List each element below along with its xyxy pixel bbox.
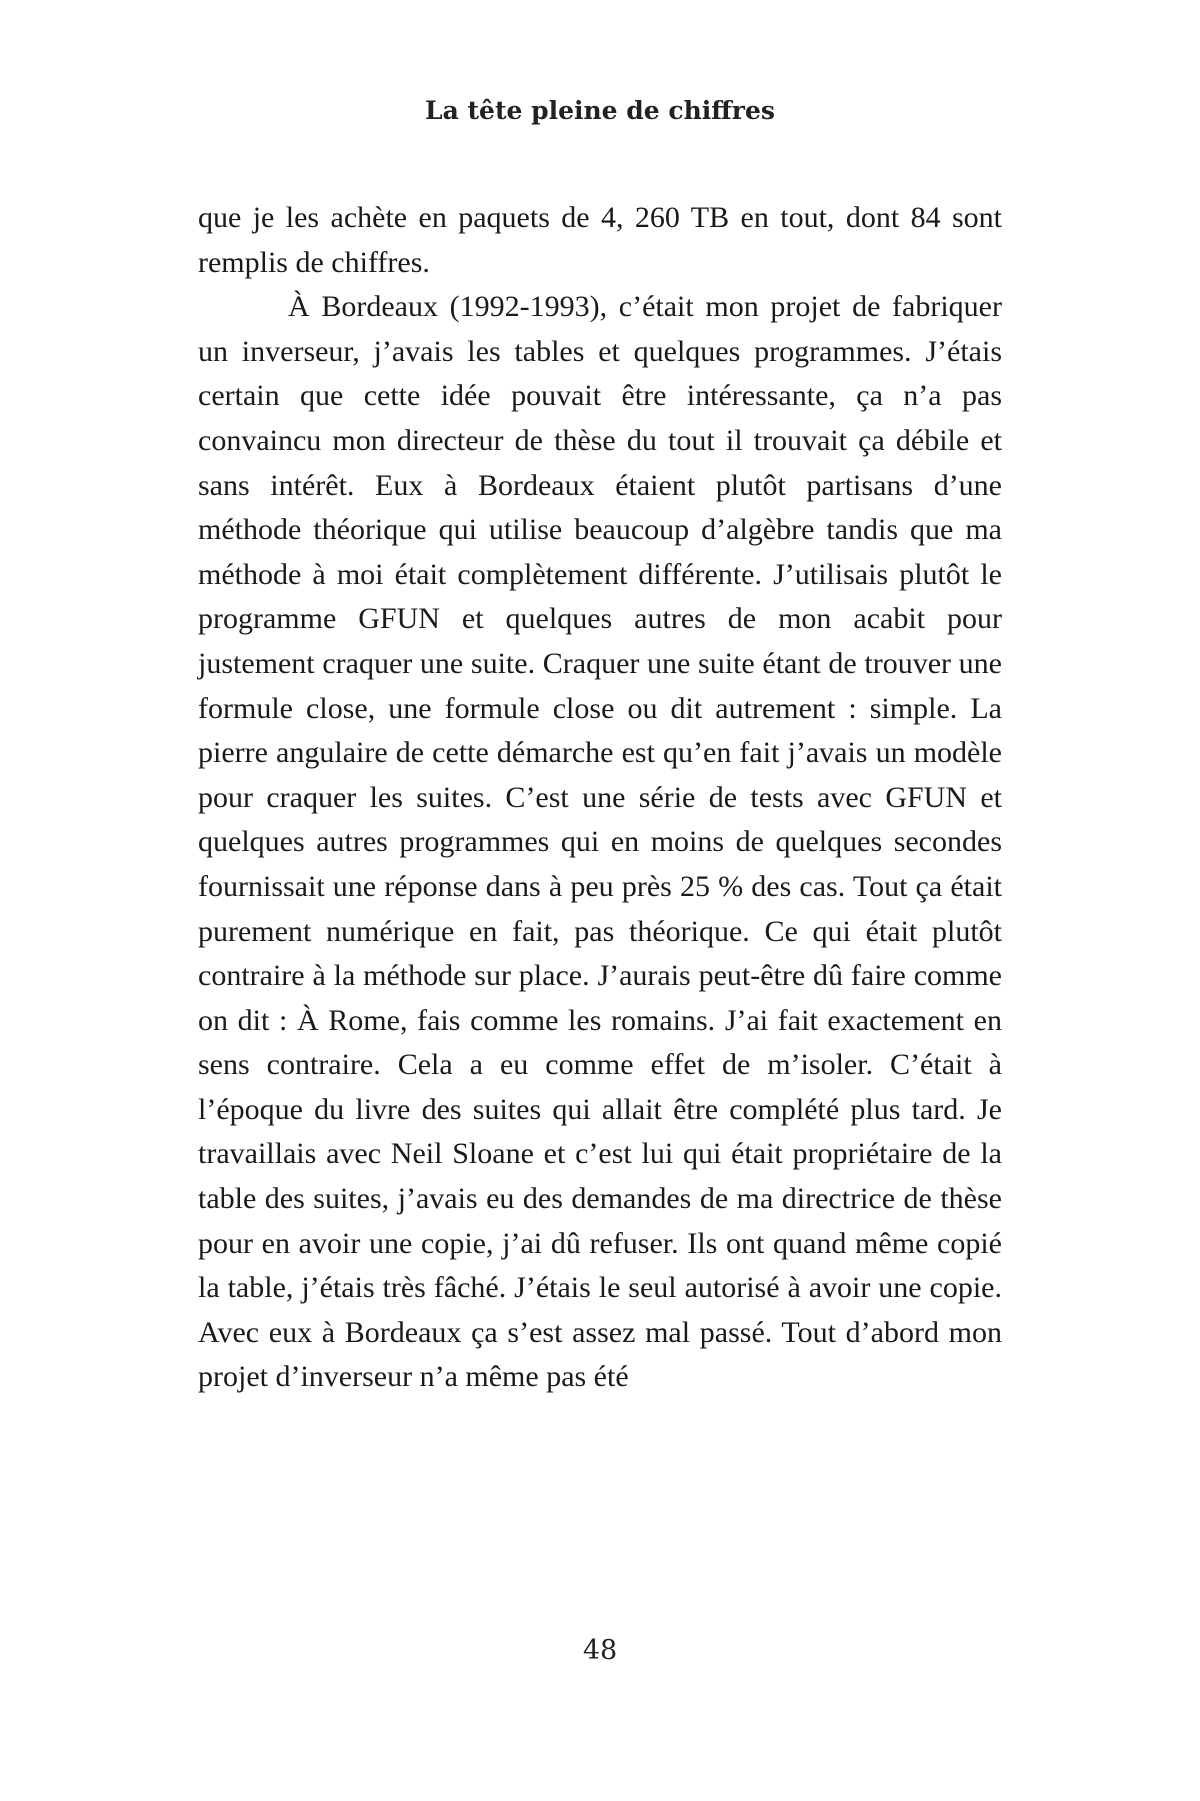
paragraph-continuation: que je les achète en paquets de 4, 260 TB en tout, dont 84 sont remplis de chiffres. xyxy=(198,201,1002,279)
running-header: La tête pleine de chiffres xyxy=(425,96,775,125)
body-text xyxy=(198,196,1002,1400)
page-number: 48 xyxy=(582,1635,618,1666)
paragraph-bordeaux: À Bordeaux (1992-1993), c’était mon projet de fabriquer un inverseur, j’avais les tables et quelques programmes. J’étais certain que cette idée pouvait être intéressante, ça n’a pas convaincu mon directeur de thèse du tout il trouvait ça débile et sans intérêt. Eux à Bordeaux étaient plutôt partisans d’une méthode théorique qui utilise beaucoup d’algèbre tandis que ma méthode à moi était complètement différente. J’utilisais plutôt le programme GFUN et quelques autres de mon acabit pour justement craquer une suite. Craquer une suite étant de trouver une formule close, une formule close ou dit autrement : simple. La pierre angulaire de cette démarche est qu’en fait j’avais un modèle pour craquer les suites. C’est une série de tests avec GFUN et quelques autres programmes qui en moins de quelques secondes fournissait une réponse dans à peu près 25 % des cas. Tout ça était purement numérique en fait, pas théorique. Ce qui était plutôt contraire à la méthode sur place. J’aurais peut-être dû faire comme on dit : À Rome, fais comme les romains. J’ai fait exactement en sens contraire. Cela a eu comme effet de m’isoler. C’était à l’époque du livre des suites qui allait être complété plus tard. Je travaillais avec Neil Sloane et c’est lui qui était propriétaire de la table des suites, j’avais eu des demandes de ma directrice de thèse pour en avoir une copie, j’ai dû refuser. Ils ont quand même copié la table, j’étais très fâché. J’étais le seul autorisé à avoir une copie. Avec eux à Bordeaux ça s’est assez mal passé. Tout d’abord mon projet d’inverseur n’a même pas été xyxy=(198,290,1002,1394)
